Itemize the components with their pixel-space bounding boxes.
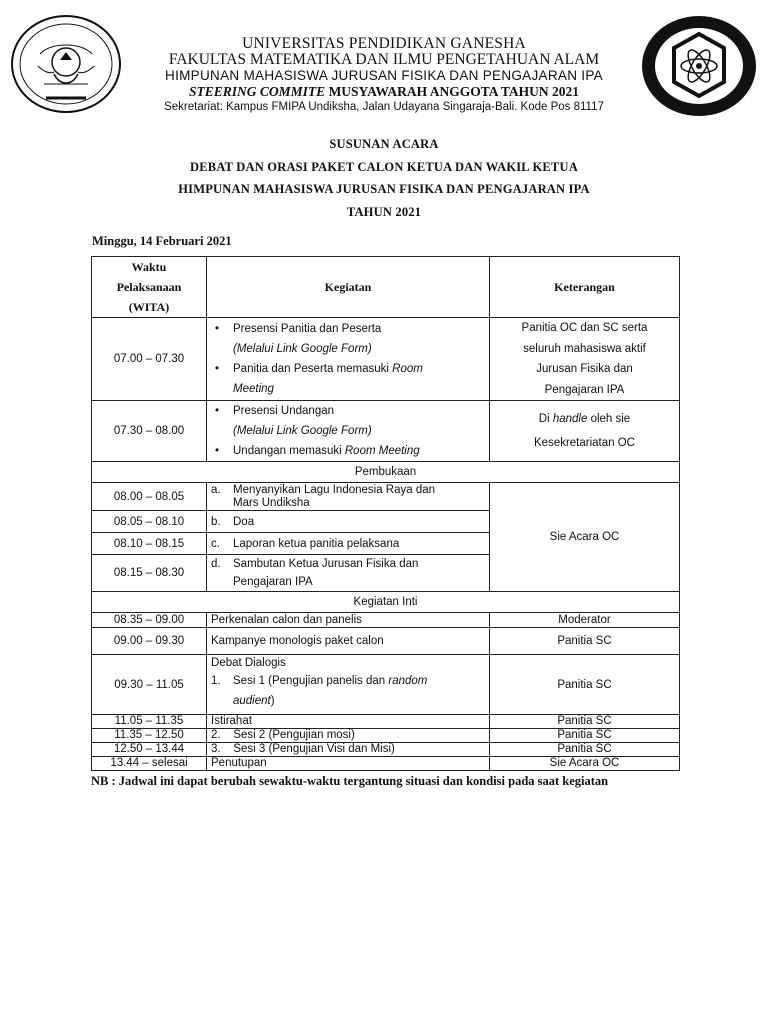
activity-text: Debat Dialogis [211,657,286,669]
list-item [211,401,489,421]
table-row [92,401,680,462]
activity-text: Doa [233,515,255,528]
activity-text: ) [270,695,275,707]
activity-cell [207,401,490,462]
event-date: Minggu, 14 Februari 2021 [92,234,232,248]
table-row [92,743,680,757]
title-line-3: HIMPUNAN MAHASISWA JURUSAN FISIKA DAN PENGAJARAN IPA [178,182,590,196]
activity-text: Sambutan Ketua Jurusan Fisika dan [233,558,419,570]
section-main: Kegiatan Inti [92,592,680,613]
list-item [211,671,489,711]
note-cell: Panitia SC [490,655,680,715]
time-cell: 11.05 – 11.35 [92,715,207,729]
list-item [211,516,489,528]
table-row [92,628,680,655]
activity-italic: Room Meeting [344,445,420,457]
note-line: Kesekretariatan OC [534,437,635,449]
time-cell: 13.44 – selesai [92,757,207,771]
note-text: Di [538,413,553,425]
activity-cell [207,555,490,592]
university-name: UNIVERSITAS PENDIDIKAN GANESHA [242,35,526,52]
header-note: Keterangan [490,257,680,318]
list-marker: c. [211,537,220,550]
section-row [92,462,680,483]
time-cell: 12.50 – 13.44 [92,743,207,757]
letterhead-text [128,36,640,115]
activity-cell: Kampanye monologis paket calon [207,628,490,655]
time-cell: 08.15 – 08.30 [92,555,207,592]
table-row [92,715,680,729]
activity-cell [207,318,490,401]
activity-text: Mars Undiksha [233,496,310,509]
note-cell: Sie Acara OC [490,757,680,771]
table-row [92,613,680,628]
bullet-icon: • [215,323,220,335]
header-time-line3: (WITA) [128,300,170,314]
faculty-name: FAKULTAS MATEMATIKA DAN ILMU PENGETAHUAN ALAM [168,51,600,68]
university-seal-logo [10,14,122,118]
letterhead [0,0,768,120]
header-row [92,257,680,318]
time-cell: 08.35 – 09.00 [92,613,207,628]
note-line [490,407,679,431]
title-line-1: SUSUNAN ACARA [329,137,439,151]
committee-rest: MUSYAWARAH ANGGOTA TAHUN 2021 [325,84,579,99]
list-item [211,555,489,591]
section-row [92,592,680,613]
time-cell: 11.35 – 12.50 [92,729,207,743]
header-time-line2: Pelaksanaan [116,280,182,294]
list-item [211,484,489,510]
activity-text: Pengajaran IPA [233,576,313,588]
note-cell: Panitia SC [490,715,680,729]
header-time-line1: Waktu [131,260,167,274]
activity-text: Presensi Panitia dan Peserta [233,323,382,335]
activity-cell [207,533,490,555]
activity-cell [207,655,490,715]
bullet-icon: • [215,363,220,375]
activity-text: Undangan memasuki [233,445,345,457]
list-marker: d. [211,558,221,570]
note-cell: Sie Acara OC [490,483,680,592]
list-item [211,359,489,379]
table-row [92,483,680,511]
association-name: HIMPUNAN MAHASISWA JURUSAN FISIKA DAN PENGAJARAN IPA [165,68,603,83]
title-line-4: TAHUN 2021 [346,204,422,219]
activity-text: Sesi 1 (Pengujian panelis dan [233,675,389,687]
activity-text: Presensi Undangan [233,405,335,417]
list-marker: a. [211,483,221,496]
time-cell: 09.30 – 11.05 [92,655,207,715]
header-time [92,257,207,318]
activity-text: Menyanyikan Lagu Indonesia Raya dan [233,483,436,496]
time-cell: 08.00 – 08.05 [92,483,207,511]
time-cell: 08.10 – 08.15 [92,533,207,555]
note-cell [490,318,680,401]
activity-subtext: Meeting [233,383,274,395]
time-cell: 07.00 – 07.30 [92,318,207,401]
section-opening: Pembukaan [92,462,680,483]
table-row [92,655,680,715]
bullet-icon: • [215,445,220,457]
note-cell: Panitia SC [490,743,680,757]
list-marker: 1. [211,675,221,687]
time-cell: 07.30 – 08.00 [92,401,207,462]
note-line: Jurusan Fisika dan [536,363,633,375]
activity-cell [207,511,490,533]
header-activity: Kegiatan [207,257,490,318]
note-line: seluruh mahasiswa aktif [523,342,646,355]
title-line-2: DEBAT DAN ORASI PAKET CALON KETUA DAN WAKIL KETUA [190,159,578,174]
note-cell: Panitia SC [490,628,680,655]
table-row [92,318,680,401]
activity-cell: Perkenalan calon dan panelis [207,613,490,628]
note-cell: Panitia SC [490,729,680,743]
activity-subtext: (Melalui Link Google Form) [233,425,372,437]
list-item [211,441,489,461]
activity-cell: 2. Sesi 2 (Pengujian mosi) [207,729,490,743]
table-row [92,757,680,771]
activity-cell: Istirahat [207,715,490,729]
activity-cell [207,483,490,511]
committee-line [128,84,640,100]
activity-text: Panitia dan Peserta memasuki [233,363,393,375]
list-marker: b. [211,515,221,528]
schedule-table [91,256,680,771]
note-italic: handle [552,413,588,425]
note-cell: Moderator [490,613,680,628]
note-line: Pengajaran IPA [544,383,625,396]
activity-cell: 3. Sesi 3 (Pengujian Visi dan Misi) [207,743,490,757]
note-text: oleh sie [587,413,631,425]
note-line: Panitia OC dan SC serta [521,322,648,334]
activity-subtext: (Melalui Link Google Form) [233,343,372,355]
hmj-atom-logo [640,14,758,118]
activity-italic: audient [233,695,271,707]
committee-italic: STEERING COMMITE [189,84,326,99]
activity-italic: Room [392,363,423,375]
footnote: NB : Jadwal ini dapat berubah sewaktu-waktu tergantung situasi dan kondisi pada saat kegiatan [91,774,609,788]
activity-text: Laporan ketua panitia pelaksana [233,537,400,550]
table-row [92,729,680,743]
document-title-block [90,133,678,223]
time-cell: 08.05 – 08.10 [92,511,207,533]
activity-cell: Penutupan [207,757,490,771]
activity-italic: random [388,675,428,687]
bullet-icon: • [215,405,220,417]
time-cell: 09.00 – 09.30 [92,628,207,655]
secretariat-address: Sekretariat: Kampus FMIPA Undiksha, Jalan Udayana Singaraja-Bali. Kode Pos 81117 [164,101,604,113]
list-item [211,538,489,550]
list-item [211,319,489,339]
note-cell [490,401,680,462]
